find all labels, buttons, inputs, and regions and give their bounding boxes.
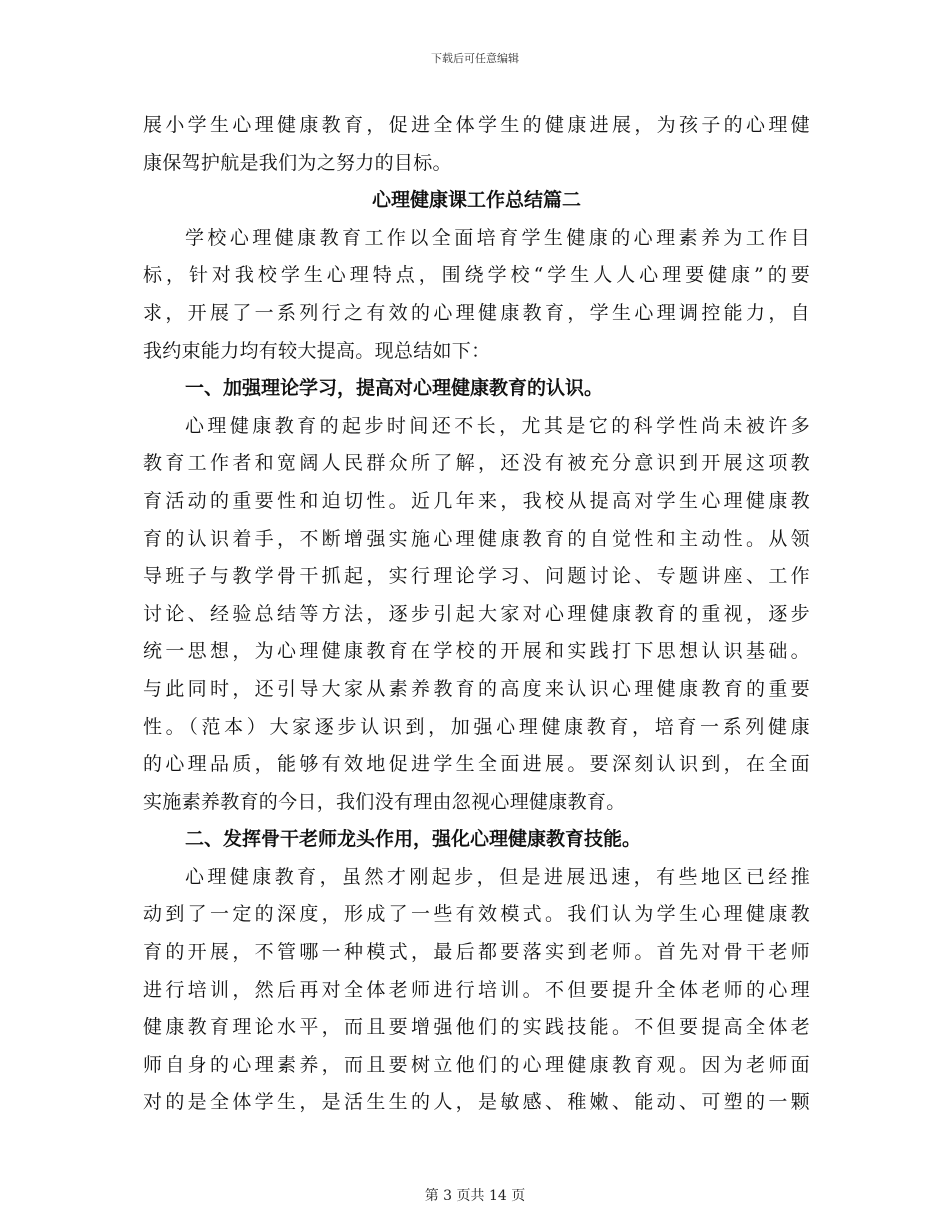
section-title: 心理健康课工作总结篇二: [371, 189, 581, 212]
paragraph-line: 心理健康教育，虽然才刚起步，但是进展迅速，有些地区已经推: [185, 865, 810, 888]
paragraph-line: 实施素养教育的今日，我们没有理由忽视心理健康教育。: [143, 790, 626, 813]
paragraph-line: 康保驾护航是我们为之努力的目标。: [143, 151, 452, 174]
paragraph-line: 育的认识着手，不断增强实施心理健康教育的自觉性和主动性。从领: [143, 527, 810, 550]
paragraph-line: 教育工作者和宽阔人民群众所了解，还没有被充分意识到开展这项教: [143, 452, 810, 475]
paragraph-line: 进行培训，然后再对全体老师进行培训。不但要提升全体老师的心理: [143, 978, 810, 1001]
paragraph-line: 标，针对我校学生心理特点，围绕学校“学生人人心理要健康”的要: [143, 264, 810, 287]
paragraph-line: 统一思想，为心理健康教育在学校的开展和实践打下思想认识基础。: [143, 640, 810, 663]
paragraph-line: 的心理品质，能够有效地促进学生全面进展。要深刻认识到，在全面: [143, 753, 810, 776]
paragraph-line: 健康教育理论水平，而且要增强他们的实践技能。不但要提高全体老: [143, 1016, 810, 1039]
page-header: 下载后可任意编辑: [431, 52, 519, 65]
paragraph-line: 动到了一定的深度，形成了一些有效模式。我们认为学生心理健康教: [143, 903, 810, 926]
page-footer: 第 3 页共 14 页: [424, 1188, 526, 1204]
paragraph-line: 展小学生心理健康教育，促进全体学生的健康进展，为孩子的心理健: [143, 114, 810, 136]
section-heading: 一、加强理论学习，提高对心理健康教育的认识。: [185, 377, 604, 400]
paragraph-line: 讨论、经验总结等方法，逐步引起大家对心理健康教育的重视，逐步: [143, 602, 810, 625]
paragraph-line: 与此同时，还引导大家从素养教育的高度来认识心理健康教育的重要: [143, 677, 810, 700]
paragraph-line: 心理健康教育的起步时间还不长，尤其是它的科学性尚未被许多: [185, 414, 810, 437]
paragraph-line: 育的开展，不管哪一种模式，最后都要落实到老师。首先对骨干老师: [143, 941, 810, 964]
paragraph-line: 师自身的心理素养，而且要树立他们的心理健康教育观。因为老师面: [143, 1053, 810, 1076]
paragraph-line: 对的是全体学生，是活生生的人，是敏感、稚嫩、能动、可塑的一颗: [143, 1091, 810, 1114]
document-body: [143, 107, 810, 1122]
paragraph-line: 导班子与教学骨干抓起，实行理论学习、问题讨论、专题讲座、工作: [143, 565, 810, 588]
paragraph-line: 学校心理健康教育工作以全面培育学生健康的心理素养为工作目: [185, 226, 810, 249]
paragraph-line: 我约束能力均有较大提高。现总结如下：: [143, 339, 491, 362]
paragraph-line: 性。（范本）大家逐步认识到，加强心理健康教育，培育一系列健康: [143, 715, 810, 738]
section-heading: 二、发挥骨干老师龙头作用，强化心理健康教育技能。: [185, 828, 642, 851]
paragraph-line: 求，开展了一系列行之有效的心理健康教育，学生心理调控能力，自: [143, 301, 810, 324]
paragraph-line: 育活动的重要性和迫切性。近几年来，我校从提高对学生心理健康教: [143, 489, 810, 512]
